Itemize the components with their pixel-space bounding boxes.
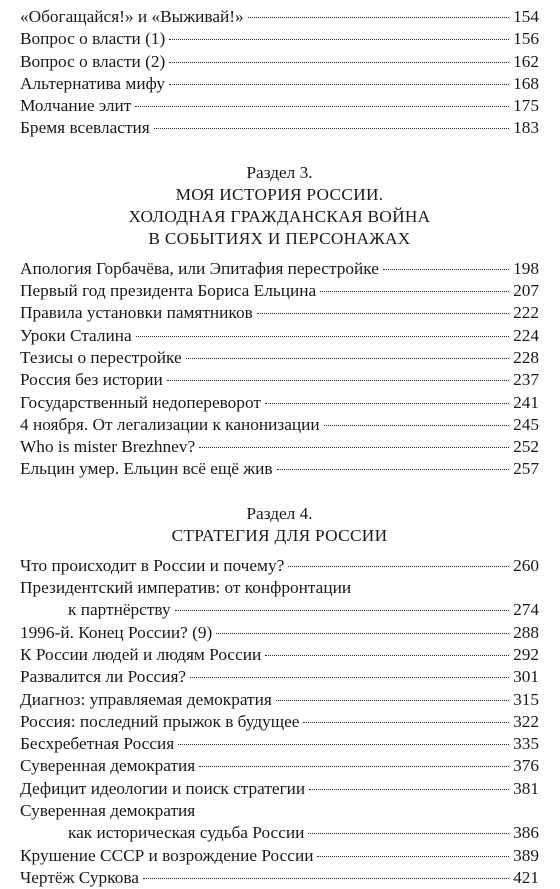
entry-page-number: 315 — [513, 689, 539, 709]
entry-page-number: 198 — [513, 258, 539, 278]
section-title-line: МОЯ ИСТОРИЯ РОССИИ. — [175, 184, 384, 204]
dot-leader — [169, 62, 509, 63]
entry-page-number: 162 — [513, 51, 539, 71]
dot-leader — [154, 128, 509, 129]
entry-page-number: 292 — [513, 644, 539, 664]
section-title-line: ХОЛОДНАЯ ГРАЖДАНСКАЯ ВОЙНА — [128, 206, 431, 226]
toc-entry[interactable] — [20, 302, 539, 324]
toc-entry[interactable] — [20, 458, 539, 480]
entry-title: Суверенная демократия — [20, 756, 196, 776]
toc-entry[interactable] — [20, 117, 539, 139]
toc-entry[interactable] — [20, 280, 539, 302]
toc-entry[interactable] — [20, 258, 539, 280]
dot-leader — [276, 700, 509, 701]
entry-page-number: 154 — [513, 7, 539, 26]
section-4-heading — [20, 503, 539, 547]
section-label: Раздел 3. — [246, 162, 313, 182]
entry-page-number: 207 — [513, 281, 539, 301]
entry-title: Вопрос о власти (1) — [20, 29, 166, 49]
toc-entry[interactable] — [20, 778, 539, 800]
entry-title: Чертёж Суркова — [20, 867, 139, 887]
toc-entry[interactable] — [20, 689, 539, 711]
entry-page-number: 260 — [513, 555, 539, 575]
entry-title: 4 ноября. От легализации к канонизации — [20, 414, 320, 434]
toc-list-previous-section — [20, 6, 539, 140]
entry-title: Уроки Сталина — [20, 325, 132, 345]
entry-page-number: 183 — [513, 118, 539, 138]
toc-entry[interactable] — [20, 51, 539, 73]
dot-leader — [317, 856, 509, 857]
entry-title-continuation: к партнёрству — [68, 600, 171, 620]
entry-title: Дефицит идеологии и поиск стратегии — [20, 778, 306, 798]
entry-title: Развалится ли Россия? — [20, 667, 187, 687]
dot-leader — [308, 833, 509, 834]
toc-entry[interactable] — [20, 800, 539, 845]
toc-entry[interactable] — [20, 347, 539, 369]
entry-page-number: 237 — [513, 370, 539, 390]
toc-entry[interactable] — [20, 392, 539, 414]
dot-leader — [169, 84, 509, 85]
entry-title: Вопрос о власти (2) — [20, 51, 166, 71]
entry-title: Президентский императив: от конфронтации — [20, 578, 352, 598]
entry-page-number: 156 — [513, 29, 539, 49]
dot-leader — [248, 17, 509, 18]
entry-page-number: 322 — [513, 711, 539, 731]
dot-leader — [167, 380, 509, 381]
entry-title: Первый год президента Бориса Ельцина — [20, 281, 317, 301]
dot-leader — [199, 447, 509, 448]
dot-leader — [190, 677, 509, 678]
dot-leader — [169, 39, 509, 40]
toc-entry[interactable] — [20, 755, 539, 777]
toc-entry[interactable] — [20, 711, 539, 733]
entry-title: Who is mister Brezhnev? — [20, 437, 196, 457]
entry-title: Россия: последний прыжок в будущее — [20, 711, 300, 731]
entry-title: К России людей и людям России — [20, 644, 262, 664]
toc-entry[interactable] — [20, 622, 539, 644]
entry-page-number: 288 — [513, 622, 539, 642]
toc-entry[interactable] — [20, 555, 539, 577]
entry-title: 1996-й. Конец России? (9) — [20, 622, 213, 642]
dot-leader — [265, 655, 509, 656]
dot-leader — [216, 633, 509, 634]
entry-page-number: 168 — [513, 73, 539, 93]
entry-title: Бремя всевластия — [20, 118, 150, 138]
entry-page-number: 376 — [513, 756, 539, 776]
dot-leader — [135, 106, 509, 107]
toc-entry[interactable] — [20, 666, 539, 688]
section-title-line: СТРАТЕГИЯ ДЛЯ РОССИИ — [171, 525, 388, 545]
dot-leader — [143, 878, 509, 879]
dot-leader — [383, 269, 509, 270]
toc-entry[interactable] — [20, 644, 539, 666]
dot-leader — [303, 722, 509, 723]
entry-title: Бесхребетная Россия — [20, 734, 175, 754]
entry-title: Диагноз: управляемая демократия — [20, 689, 272, 709]
toc-entry[interactable] — [20, 325, 539, 347]
entry-page-number: 381 — [513, 778, 539, 798]
entry-title: Апология Горбачёва, или Эпитафия перестройке — [20, 258, 379, 278]
section-label: Раздел 4. — [246, 503, 313, 523]
dot-leader — [199, 766, 509, 767]
entry-title: Молчание элит — [20, 96, 132, 116]
section-3-heading — [20, 162, 539, 250]
entry-page-number: 228 — [513, 347, 539, 367]
dot-leader — [320, 291, 509, 292]
entry-page-number: 175 — [513, 96, 539, 116]
entry-title: Альтернатива мифу — [20, 73, 165, 93]
entry-page-number: 386 — [513, 823, 539, 843]
dot-leader — [175, 610, 509, 611]
toc-entry[interactable] — [20, 414, 539, 436]
entry-page-number: 245 — [513, 414, 539, 434]
entry-title: Правила установки памятников — [20, 303, 253, 323]
entry-page-number: 241 — [513, 392, 539, 412]
dot-leader — [324, 425, 509, 426]
entry-title: Тезисы о перестройке — [20, 347, 182, 367]
entry-page-number: 224 — [513, 325, 539, 345]
entry-page-number: 335 — [513, 734, 539, 754]
entry-title: Крушение СССР и возрождение России — [20, 845, 314, 865]
toc-entry[interactable] — [20, 436, 539, 458]
entry-page-number: 274 — [513, 600, 539, 620]
entry-title: Государственный недопереворот — [20, 392, 261, 412]
entry-page-number: 301 — [513, 667, 539, 687]
entry-title: Суверенная демократия — [20, 801, 196, 821]
entry-page-number: 222 — [513, 303, 539, 323]
entry-title: Что происходит в России и почему? — [20, 555, 285, 575]
dot-leader — [265, 403, 509, 404]
toc-entry[interactable] — [20, 6, 539, 28]
toc-entry[interactable] — [20, 28, 539, 50]
entry-title: Ельцин умер. Ельцин всё ещё жив — [20, 459, 273, 479]
dot-leader — [136, 336, 509, 337]
toc-entry[interactable] — [20, 369, 539, 391]
toc-entry[interactable] — [20, 733, 539, 755]
toc-list-section-3 — [20, 258, 539, 481]
entry-page-number: 257 — [513, 459, 539, 479]
dot-leader — [178, 744, 509, 745]
dot-leader — [288, 566, 509, 567]
toc-entry[interactable] — [20, 867, 539, 889]
entry-page-number: 252 — [513, 437, 539, 457]
entry-page-number: 389 — [513, 845, 539, 865]
toc-entry[interactable] — [20, 95, 539, 117]
dot-leader — [309, 789, 509, 790]
toc-entry[interactable] — [20, 577, 539, 622]
toc-entry[interactable] — [20, 73, 539, 95]
section-title-line: В СОБЫТИЯХ И ПЕРСОНАЖАХ — [148, 228, 411, 248]
entry-title: Россия без истории — [20, 370, 163, 390]
entry-title: «Обогащайся!» и «Выживай!» — [20, 7, 244, 26]
entry-title-continuation: как историческая судьба России — [68, 823, 305, 843]
dot-leader — [186, 358, 509, 359]
toc-list-section-4 — [20, 555, 539, 889]
entry-page-number: 421 — [513, 867, 539, 887]
dot-leader — [277, 469, 509, 470]
dot-leader — [257, 313, 509, 314]
